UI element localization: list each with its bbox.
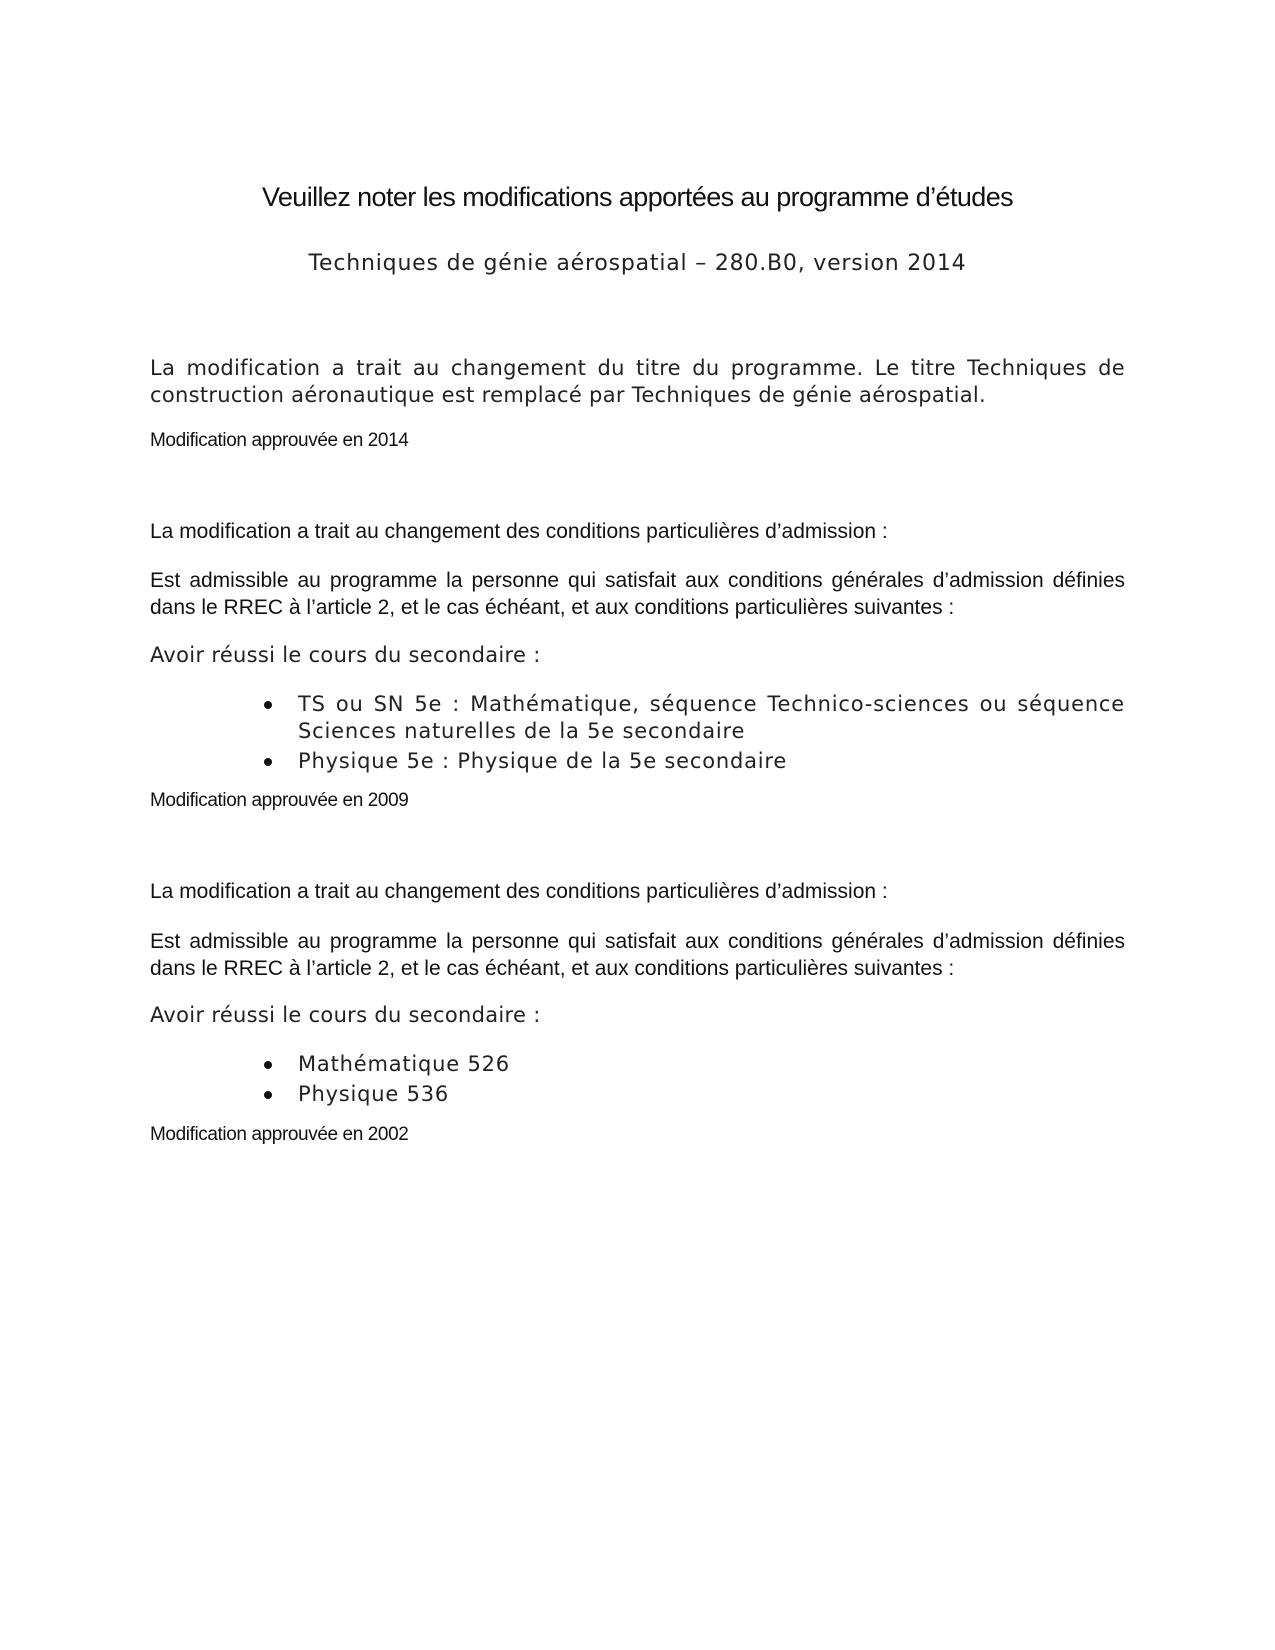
document-title: Veuillez noter les modifications apportées au programme d’études xyxy=(261,182,1014,212)
section-3-bullet-list xyxy=(260,1051,1125,1111)
list-item xyxy=(260,691,1125,745)
section-2-bullet-list xyxy=(260,691,1125,778)
section-3-paragraph: Est admissible au programme la personne qui satisfait aux conditions générales d’admission définies dans le RREC à l’article 2, et le cas échéant, et aux conditions particulières suivantes : xyxy=(150,930,1125,980)
section-2-courses-label: Avoir réussi le cours du secondaire : xyxy=(150,643,541,667)
section-2-paragraph: Est admissible au programme la personne qui satisfait aux conditions générales d’admission définies dans le RREC à l’article 2, et le cas échéant, et aux conditions particulières suivantes : xyxy=(150,569,1125,619)
bullet-icon xyxy=(264,1091,272,1099)
list-item-text: TS ou SN 5e : Mathématique, séquence Technico-sciences ou séquence Sciences naturelles de la 5e secondaire xyxy=(298,692,1125,743)
section-1-paragraph: La modification a trait au changement du titre du programme. Le titre Techniques de construction aéronautique est remplacé par Techniques de génie aérospatial. xyxy=(150,356,1125,407)
section-3-intro: La modification a trait au changement des conditions particulières d’admission : xyxy=(150,880,888,903)
document-subtitle: Techniques de génie aérospatial – 280.B0, version 2014 xyxy=(308,251,967,276)
list-item-text: Physique 536 xyxy=(298,1082,450,1106)
section-1-approved: Modification approuvée en 2014 xyxy=(150,430,409,451)
list-item xyxy=(260,1051,1125,1078)
section-3-courses-label: Avoir réussi le cours du secondaire : xyxy=(150,1003,541,1027)
bullet-icon xyxy=(264,701,272,709)
list-item xyxy=(260,748,1125,775)
list-item xyxy=(260,1081,1125,1108)
section-3-approved: Modification approuvée en 2002 xyxy=(150,1124,409,1145)
bullet-icon xyxy=(264,758,272,766)
section-2-approved: Modification approuvée en 2009 xyxy=(150,790,409,811)
list-item-text: Mathématique 526 xyxy=(298,1052,510,1076)
bullet-icon xyxy=(264,1061,272,1069)
section-2-intro: La modification a trait au changement des conditions particulières d’admission : xyxy=(150,520,888,543)
list-item-text: Physique 5e : Physique de la 5e secondaire xyxy=(298,749,788,773)
